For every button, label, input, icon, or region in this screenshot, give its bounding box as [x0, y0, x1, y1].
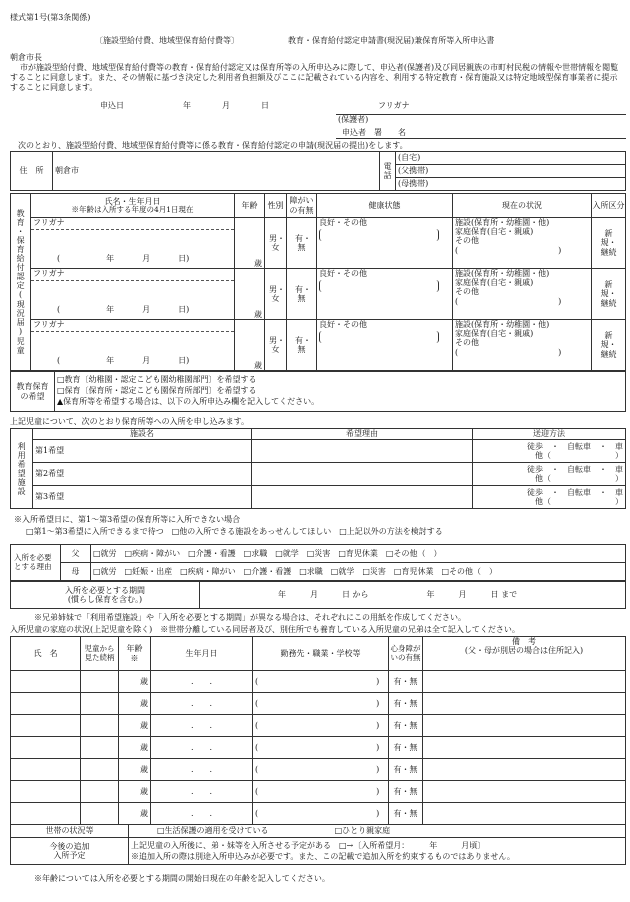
disability-options: 有・無: [393, 742, 418, 752]
child-status-cell[interactable]: [453, 320, 592, 371]
period-table: [10, 581, 626, 609]
facility-reason-cell[interactable]: [252, 463, 473, 486]
facility-col-name: 施設名: [33, 429, 252, 440]
birth-dots: . .: [190, 808, 213, 818]
date-year-label: 年: [183, 101, 191, 110]
guardian-label: (保護者): [338, 115, 369, 124]
family-col-disability: 心身障がいの有無: [389, 637, 423, 671]
entry-options: 新規・継続: [600, 331, 617, 359]
status-home: 家庭保育(自宅・親戚): [455, 227, 534, 237]
facility-name-cell[interactable]: [33, 463, 252, 486]
birth-dots: . .: [190, 720, 213, 730]
status-paren-open: (: [455, 245, 459, 255]
col-name-note: ※年齢は入所する年度の4月1日現在: [71, 204, 194, 214]
date-day-label: 日: [261, 101, 269, 110]
reason-mother-label: 母: [61, 563, 91, 581]
address-city: 朝倉市: [55, 166, 79, 176]
age-unit: 歳: [140, 764, 148, 774]
facility-transport-cell[interactable]: [473, 486, 626, 509]
family-remark-cell[interactable]: [423, 693, 626, 715]
family-col-relation: 児童から見た続柄: [81, 637, 119, 671]
period-label: 入所を必要とする期間: [65, 585, 145, 595]
birth-day-label: 日): [178, 305, 190, 314]
family-work-cell[interactable]: [253, 759, 389, 781]
col-entry-header: 入所区分: [592, 194, 626, 218]
sex-options: 男・女: [269, 233, 285, 252]
signature-line[interactable]: [336, 138, 626, 139]
period-sublabel: (慣らし保育を含む。): [67, 595, 143, 604]
family-name-cell[interactable]: [11, 781, 81, 803]
birth-paren: (: [57, 356, 61, 365]
family-relation-cell[interactable]: [81, 759, 119, 781]
child-furigana-label: フリガナ: [31, 269, 234, 281]
family-remark-cell[interactable]: [423, 781, 626, 803]
family-col-remark: 備 考: [512, 637, 536, 646]
col-disability-header: 障がいの有無: [287, 194, 317, 218]
status-paren-open: (: [455, 296, 459, 306]
family-birth-cell[interactable]: [151, 759, 253, 781]
family-name-cell[interactable]: [11, 693, 81, 715]
family-name-cell[interactable]: [11, 715, 81, 737]
family-relation-cell[interactable]: [81, 715, 119, 737]
period-field[interactable]: [200, 582, 626, 609]
work-paren-open: (: [255, 720, 259, 730]
family-remark-cell[interactable]: [423, 759, 626, 781]
family-table: [10, 636, 626, 825]
child-sex-cell[interactable]: [265, 320, 287, 371]
consent-text: 市が施設型給付費、地域型保育給付費等の教育・保育給付認定又は保育所等の入所申込みに際して、申込者(保護者)及び同居親族の市町村民税の情報や世帯情報を閲覧することに同意します。また、その情報に基づき決定した利用者負担額及びここに記載されている内容を、利用する特定教育・保育施設又は特定地域型保育事業者に提示することに同意します。: [10, 63, 619, 92]
transport-options: 徒歩 ・ 自転車 ・ 車: [527, 487, 623, 497]
disability-options: 有・無: [393, 808, 418, 818]
birth-dots: . .: [190, 698, 213, 708]
status-facility: 施設(保育所・幼稚園・他): [455, 269, 550, 278]
family-row: [11, 803, 626, 825]
family-col-work: 勤務先・職業・学校等: [253, 637, 389, 671]
work-paren-close: ): [376, 786, 380, 796]
facility-row: [11, 463, 626, 486]
family-relation-cell[interactable]: [81, 671, 119, 693]
period-to: 年 月 日 まで: [426, 590, 518, 600]
age-unit: 歳: [140, 720, 148, 730]
birth-day-label: 日): [178, 254, 190, 263]
family-row: [11, 759, 626, 781]
birth-month-label: 月: [142, 356, 151, 365]
hope-note: ▲保育所等を希望する場合は、以下の入所申込み欄を記入してください。: [57, 396, 320, 406]
birth-paren: (: [57, 305, 61, 314]
reason-father-options[interactable]: □就労 □疾病・障がい □介護・看護 □求職 □就学 □災害 □育児休業 □その他（ ）: [91, 545, 626, 563]
family-work-cell[interactable]: [253, 781, 389, 803]
family-age-cell[interactable]: [119, 715, 151, 737]
family-disability-cell[interactable]: [389, 737, 423, 759]
facility-rank-3: 第3希望: [35, 492, 65, 502]
family-disability-cell[interactable]: [389, 715, 423, 737]
work-paren-close: ): [376, 698, 380, 708]
family-birth-cell[interactable]: [151, 781, 253, 803]
family-birth-cell[interactable]: [151, 715, 253, 737]
family-relation-cell[interactable]: [81, 737, 119, 759]
sibling-note: ※兄弟姉妹で「利用希望施設」や「入所を必要とする期間」が異なる場合は、それぞれにこの用紙を作成してください。: [34, 613, 466, 622]
family-remark-cell[interactable]: [423, 715, 626, 737]
period-from: 年 月 日 から: [278, 590, 369, 600]
child-sex-cell[interactable]: [265, 218, 287, 269]
furigana-label: フリガナ: [378, 101, 410, 110]
facility-rank-2: 第2希望: [35, 469, 65, 479]
hope-label: 教育保育の希望: [11, 372, 55, 412]
disability-options: 有・無: [393, 720, 418, 730]
child-health-cell[interactable]: [317, 218, 453, 269]
sex-options: 男・女: [269, 335, 285, 354]
fallback-options[interactable]: □第1～第3希望に入所できるまで待つ □他の入所できる施設をあっせんしてほしい □上記以外の方法を検討する: [26, 527, 443, 536]
child-status-cell[interactable]: [453, 218, 592, 269]
child-age-cell[interactable]: [235, 269, 265, 320]
birth-dots: . .: [190, 786, 213, 796]
date-label: 申込日: [100, 101, 124, 110]
family-disability-cell[interactable]: [389, 803, 423, 825]
transport-options: 徒歩 ・ 自転車 ・ 車: [527, 464, 623, 474]
work-paren-open: (: [255, 764, 259, 774]
family-row: [11, 781, 626, 803]
child-row: [11, 269, 626, 320]
form-number: 様式第1号(第3条関係): [10, 13, 91, 22]
birth-dots: . .: [190, 764, 213, 774]
disability-options: 有・無: [393, 698, 418, 708]
transport-other: 他（ ）: [535, 497, 623, 506]
status-paren-close: ): [558, 296, 562, 306]
child-name-cell[interactable]: [31, 269, 235, 320]
entry-options: 新規・継続: [600, 229, 617, 257]
transport-options: 徒歩 ・ 自転車 ・ 車: [527, 441, 623, 451]
transport-other: 他（ ）: [535, 474, 623, 483]
age-unit: 歳: [140, 676, 148, 686]
col-name-header: 氏名・生年月日: [104, 196, 161, 206]
health-options: 良好・その他: [319, 269, 367, 278]
family-relation-cell[interactable]: [81, 693, 119, 715]
family-name-cell[interactable]: [11, 759, 81, 781]
disability-options: 有・無: [393, 764, 418, 774]
birth-year-label: 年: [106, 254, 115, 263]
household-label: 世帯の状況等: [11, 825, 129, 838]
status-home: 家庭保育(自宅・親戚): [455, 278, 534, 288]
birth-month-label: 月: [142, 305, 151, 314]
work-paren-close: ): [376, 764, 380, 774]
fallback-note: ※入所希望日に、第1～第3希望の保育所等に入所できない場合: [14, 515, 241, 524]
family-name-cell[interactable]: [11, 671, 81, 693]
child-row: [11, 320, 626, 371]
birth-dots: . .: [190, 676, 213, 686]
family-work-cell[interactable]: [253, 715, 389, 737]
work-paren-close: ): [376, 808, 380, 818]
family-age-cell[interactable]: [119, 693, 151, 715]
facility-reason-cell[interactable]: [252, 440, 473, 463]
family-disability-cell[interactable]: [389, 759, 423, 781]
facility-reason-cell[interactable]: [252, 486, 473, 509]
facility-rank-1: 第1希望: [35, 446, 65, 456]
family-row: [11, 693, 626, 715]
age-unit: 歳: [140, 698, 148, 708]
child-disability-cell[interactable]: [287, 320, 317, 371]
health-bracket: [319, 229, 439, 241]
addressee: 朝倉市長: [10, 53, 42, 62]
facility-col-reason: 希望理由: [252, 429, 473, 440]
birth-dots: . .: [190, 742, 213, 752]
family-intro: 入所児童の家庭の状況(上記児童を除く) ※世帯分離している同居者及び、別住所でも養育している入所児童の兄弟は全て記入してください。: [10, 625, 520, 634]
title-bracket: 〔施設型給付費、地域型保育給付費等〕: [95, 36, 239, 45]
child-age-cell[interactable]: [235, 218, 265, 269]
col-age-header: 年齢: [235, 194, 265, 218]
application-intro: 次のとおり、施設型給付費、地域型保育給付費等に係る教育・保育給付認定の申請(現況届の提出)をします。: [18, 141, 408, 150]
col-status-header: 現在の状況: [453, 194, 592, 218]
work-paren-close: ): [376, 676, 380, 686]
child-disability-cell[interactable]: [287, 269, 317, 320]
family-disability-cell[interactable]: [389, 693, 423, 715]
child-name-cell[interactable]: [31, 320, 235, 371]
household-welfare-option[interactable]: □生活保護の適用を受けている: [157, 826, 269, 836]
age-unit: 歳: [254, 309, 262, 319]
household-single-parent-option[interactable]: □ひとり親家庭: [334, 826, 391, 836]
additional-label-2: 入所予定: [53, 851, 86, 860]
status-other: その他: [455, 287, 479, 297]
facility-row: [11, 486, 626, 509]
family-row: [11, 671, 626, 693]
family-work-cell[interactable]: [253, 803, 389, 825]
address-field[interactable]: [53, 152, 380, 191]
child-disability-cell[interactable]: [287, 218, 317, 269]
birth-year-label: 年: [106, 305, 115, 314]
family-col-age: 年齢※: [119, 637, 151, 671]
birth-month-label: 月: [142, 254, 151, 263]
reason-table: [10, 544, 626, 581]
disability-options: 有・無: [393, 676, 418, 686]
children-side-label: 教育・保育給付認定(現況届)児童: [11, 194, 31, 371]
family-birth-cell[interactable]: [151, 671, 253, 693]
status-paren-open: (: [455, 347, 459, 357]
family-name-cell[interactable]: [11, 803, 81, 825]
reason-mother-options[interactable]: □就労 □妊娠・出産 □疾病・障がい □介護・看護 □求職 □就学 □災害 □育児休業 □その他（ ）: [91, 563, 626, 581]
work-paren-open: (: [255, 808, 259, 818]
age-unit: 歳: [140, 742, 148, 752]
health-options: 良好・その他: [319, 218, 367, 227]
family-birth-cell[interactable]: [151, 803, 253, 825]
work-paren-close: ): [376, 720, 380, 730]
child-sex-cell[interactable]: [265, 269, 287, 320]
household-table: [10, 824, 626, 865]
family-remark-cell[interactable]: [423, 737, 626, 759]
disability-options: 有・無: [295, 335, 311, 354]
family-age-cell[interactable]: [119, 803, 151, 825]
hope-education-option[interactable]: □教育〔幼稚園・認定こども園幼稚園部門〕を希望する: [57, 375, 257, 385]
family-age-cell[interactable]: [119, 759, 151, 781]
facility-table: [10, 428, 626, 509]
col-health-header: 健康状態: [317, 194, 453, 218]
status-other: その他: [455, 236, 479, 246]
health-bracket: [319, 331, 439, 343]
footer-note: ※年齢については入所を必要とする期間の開始日現在の年齢を記入してください。: [34, 874, 330, 883]
phone-label: 電話: [380, 152, 396, 191]
facility-name-cell[interactable]: [33, 486, 252, 509]
child-row: [11, 218, 626, 269]
facility-side-label: 利用希望施設: [11, 429, 33, 509]
status-other: その他: [455, 338, 479, 348]
disability-options: 有・無: [393, 786, 418, 796]
facility-name-cell[interactable]: [33, 440, 252, 463]
health-options: 良好・その他: [319, 320, 367, 329]
additional-label-1: 今後の追加: [49, 841, 90, 851]
disability-options: 有・無: [295, 233, 311, 252]
date-month-label: 月: [222, 101, 230, 110]
work-paren-open: (: [255, 786, 259, 796]
child-entry-cell[interactable]: [592, 218, 626, 269]
work-paren-open: (: [255, 676, 259, 686]
family-disability-cell[interactable]: [389, 671, 423, 693]
child-furigana-label: フリガナ: [31, 320, 234, 332]
phone-mother[interactable]: (母携帯): [396, 178, 626, 191]
family-age-cell[interactable]: [119, 737, 151, 759]
work-paren-close: ): [376, 742, 380, 752]
age-unit: 歳: [140, 808, 148, 818]
disability-options: 有・無: [295, 284, 311, 303]
family-disability-cell[interactable]: [389, 781, 423, 803]
birth-year-label: 年: [106, 356, 115, 365]
age-unit: 歳: [254, 360, 262, 370]
status-paren-close: ): [558, 245, 562, 255]
family-row: [11, 715, 626, 737]
status-home: 家庭保育(自宅・親戚): [455, 329, 534, 339]
hope-table: [10, 371, 626, 412]
col-sex-header: 性別: [265, 194, 287, 218]
phone-father[interactable]: (父携帯): [396, 165, 626, 178]
status-facility: 施設(保育所・幼稚園・他): [455, 218, 550, 227]
additional-plan[interactable]: 上記児童の入所後に、弟・妹等を入所させる予定がある □→〔入所希望月： 年 月頃〕: [131, 840, 486, 850]
family-birth-cell[interactable]: [151, 737, 253, 759]
status-facility: 施設(保育所・幼稚園・他): [455, 320, 550, 329]
family-name-cell[interactable]: [11, 737, 81, 759]
sex-options: 男・女: [269, 284, 285, 303]
hope-nursery-option[interactable]: □保育〔保育所・認定こども園保育所部門〕を希望する: [57, 386, 257, 396]
health-bracket: [319, 280, 439, 292]
family-col-name: 氏 名: [11, 637, 81, 671]
facility-transport-cell[interactable]: [473, 463, 626, 486]
child-health-cell[interactable]: [317, 269, 453, 320]
child-furigana-label: フリガナ: [31, 218, 234, 230]
family-work-cell[interactable]: [253, 693, 389, 715]
birth-day-label: 日): [178, 356, 190, 365]
birth-paren: (: [57, 254, 61, 263]
child-health-cell[interactable]: [317, 320, 453, 371]
facility-col-transport: 送迎方法: [473, 429, 626, 440]
form-title: 教育・保育給付認定申請書(現況届)兼保育所等入所申込書: [288, 36, 495, 45]
reason-label: 入所を必要とする理由: [11, 545, 61, 581]
additional-note: ※追加入所の際は別途入所申込みが必要です。また、この記載で追加入所を約束するものではありません。: [131, 852, 515, 861]
work-paren-open: (: [255, 742, 259, 752]
facility-row: [11, 440, 626, 463]
facility-transport-cell[interactable]: [473, 440, 626, 463]
family-work-cell[interactable]: [253, 737, 389, 759]
status-paren-close: ): [558, 347, 562, 357]
child-name-cell[interactable]: [31, 218, 235, 269]
applicant-sign-label: 申込者 署 名: [342, 128, 406, 137]
child-entry-cell[interactable]: [592, 269, 626, 320]
family-col-remark-sub: (父・母が別居の場合は住所記入): [464, 646, 584, 656]
family-remark-cell[interactable]: [423, 671, 626, 693]
child-age-cell[interactable]: [235, 320, 265, 371]
reason-father-label: 父: [61, 545, 91, 563]
address-label: 住 所: [11, 152, 53, 191]
family-col-birth: 生年月日: [151, 637, 253, 671]
children-table: [10, 193, 626, 371]
entry-options: 新規・継続: [600, 280, 617, 308]
family-row: [11, 737, 626, 759]
family-remark-cell[interactable]: [423, 803, 626, 825]
facility-intro: 上記児童について、次のとおり保育所等への入所を申し込みます。: [10, 417, 250, 426]
transport-other: 他（ ）: [535, 451, 623, 460]
family-age-cell[interactable]: [119, 781, 151, 803]
address-table: [10, 151, 626, 191]
family-relation-cell[interactable]: [81, 781, 119, 803]
child-entry-cell[interactable]: [592, 320, 626, 371]
age-unit: 歳: [254, 258, 262, 268]
family-age-cell[interactable]: [119, 671, 151, 693]
furigana-line[interactable]: [336, 114, 626, 115]
age-unit: 歳: [140, 786, 148, 796]
family-relation-cell[interactable]: [81, 803, 119, 825]
child-status-cell[interactable]: [453, 269, 592, 320]
phone-home[interactable]: (自宅): [396, 152, 626, 165]
family-birth-cell[interactable]: [151, 693, 253, 715]
work-paren-open: (: [255, 698, 259, 708]
family-work-cell[interactable]: [253, 671, 389, 693]
